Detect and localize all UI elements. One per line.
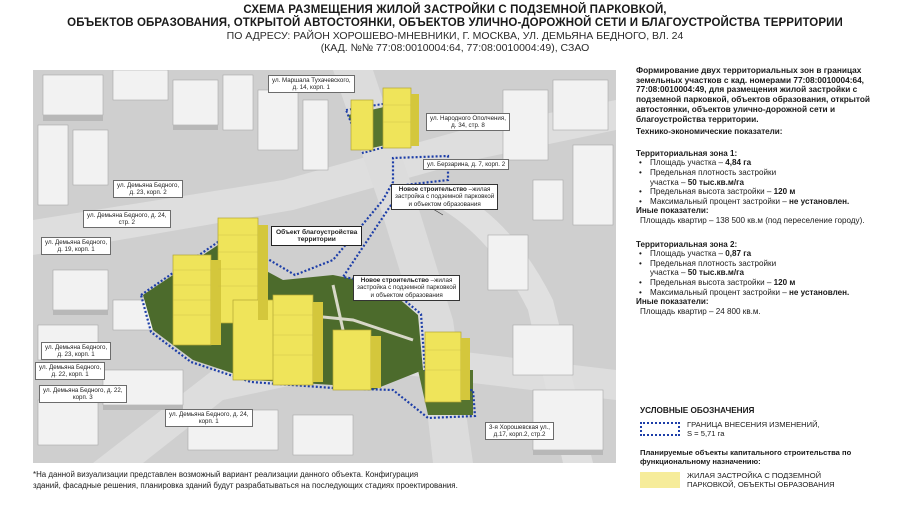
label-tukhachevskogo: ул. Маршала Тухачевского, д. 14, корп. 1 (268, 75, 355, 93)
zone2-density: • Предельная плотность застройки участка – 50 тыс.кв.м/га (636, 259, 904, 278)
cadastral-line: (КАД. №№ 77:08:0010004:64, 77:08:0010004:49), СЗАО (320, 42, 590, 54)
footnote (33, 470, 623, 491)
zone1-height: • Предельная высота застройки – 120 м (636, 187, 904, 197)
boundary-area: S = 5,71 га (687, 429, 725, 438)
legend-boundary-row (640, 420, 902, 438)
residential-label-1: ЖИЛАЯ ЗАСТРОЙКА С ПОДЗЕМНОЙ (687, 471, 822, 480)
zone2-list (636, 249, 904, 297)
legend-residential-row (640, 471, 902, 489)
legend (640, 406, 902, 489)
label-opolcheniya: ул. Народного Ополчения, д. 34, стр. 8 (426, 113, 510, 131)
zone2-height: • Предельная высота застройки – 120 м (636, 278, 904, 288)
zone2-title: Территориальная зона 2: (636, 239, 738, 249)
zone1-area: • Площадь участка – 4,84 га (636, 158, 904, 168)
zone1-title: Территориальная зона 1: (636, 148, 738, 158)
label-bednogo-24-2: ул. Демьяна Бедного, д. 24, стр. 2 (83, 210, 171, 228)
label-bednogo-19-1: ул. Демьяна Бедного, д. 19, корп. 1 (41, 237, 111, 255)
zone1-other-title: Иные показатели: (636, 206, 709, 216)
title-line-1: СХЕМА РАЗМЕЩЕНИЯ ЖИЛОЙ ЗАСТРОЙКИ С ПОДЗЕМНОЙ ПАРКОВКОЙ, (243, 4, 667, 16)
footnote-line-2: зданий, фасадные решения, планировка зданий будут разрабатываться на последующих стадиях проектирования. (33, 480, 458, 490)
boundary-swatch (640, 422, 680, 436)
zone1-other-value: Площадь квартир – 138 500 кв.м (под переселение городу). (640, 215, 865, 225)
zone1-percent: • Максимальный процент застройки – не установлен. (636, 197, 904, 207)
zone2-other-value: Площадь квартир – 24 800 кв.м. (640, 306, 761, 316)
label-khoroshevskaya: 3-я Хорошевская ул., д.17, корп.2, стр.2 (485, 422, 554, 440)
label-berzarina: ул. Берзарина, д. 7, корп. 2 (423, 159, 509, 170)
label-bednogo-22-3: ул. Демьяна Бедного, д. 22, корп. 3 (39, 385, 127, 403)
label-bednogo-22-1: ул. Демьяна Бедного, д. 22, корп. 1 (35, 362, 105, 380)
label-bednogo-23-2: ул. Демьяна Бедного, д. 23, корп. 2 (113, 180, 183, 198)
site-visualization (33, 70, 616, 463)
lead-text: Формирование двух территориальных зон в границах земельных участков с кад. номерами 77:08:0010004:64, 77:08:0010004:49, для размещения жилой застройки с подземной парковкой, объектов образования, открытой автостоянки, объектов улично-дорожной сети и благоустройства территории. (636, 65, 871, 124)
boundary-label: ГРАНИЦА ВНЕСЕНИЯ ИЗМЕНЕНИЙ, (687, 420, 820, 429)
zone2-area: • Площадь участка – 0,87 га (636, 249, 904, 259)
legend-title: УСЛОВНЫЕ ОБОЗНАЧЕНИЯ (640, 406, 755, 415)
label-bednogo-24-1: ул. Демьяна Бедного, д. 24, корп. 1 (165, 409, 253, 427)
planned-title: Планируемые объекты капитального строительства по функциональному назначению: (640, 448, 852, 466)
indicators-title: Технико-экономические показатели: (636, 127, 783, 137)
callout-improvement: Объект благоустройства территории (271, 226, 362, 246)
title-line-2: ОБЪЕКТОВ ОБРАЗОВАНИЯ, ОТКРЫТОЙ АВТОСТОЯНКИ, ОБЪЕКТОВ УЛИЧНО-ДОРОЖНОЙ СЕТИ И БЛАГОУСТРОЙСТВА ТЕРРИТОРИИ (67, 17, 843, 29)
zone2-percent: • Максимальный процент застройки – не установлен. (636, 288, 904, 298)
zone1-density: • Предельная плотность застройки участка – 50 тыс.кв.м/га (636, 168, 904, 187)
info-panel (636, 66, 904, 316)
header (0, 4, 910, 54)
callout-new-construction-mid: Новое строительство –жилая застройка с подземной парковкой и объектом образования (353, 275, 460, 301)
residential-label-2: ПАРКОВКОЙ, ОБЪЕКТЫ ОБРАЗОВАНИЯ (687, 480, 835, 489)
zone2-other-title: Иные показатели: (636, 297, 709, 307)
label-bednogo-23-1: ул. Демьяна Бедного, д. 23, корп. 1 (41, 342, 111, 360)
callout-new-construction-top: Новое строительство –жилая застройка с подземной парковкой и объектом образования (391, 184, 498, 210)
address-line: ПО АДРЕСУ: РАЙОН ХОРОШЕВО-МНЕВНИКИ, Г. МОСКВА, УЛ. ДЕМЬЯНА БЕДНОГО, ВЛ. 24 (226, 30, 684, 42)
zone1-list (636, 158, 904, 206)
footnote-line-1: *На данной визуализации представлен возможный вариант реализации данного объекта. Конфигурация (33, 470, 419, 479)
residential-swatch (640, 472, 680, 488)
map-drawing (33, 70, 616, 463)
